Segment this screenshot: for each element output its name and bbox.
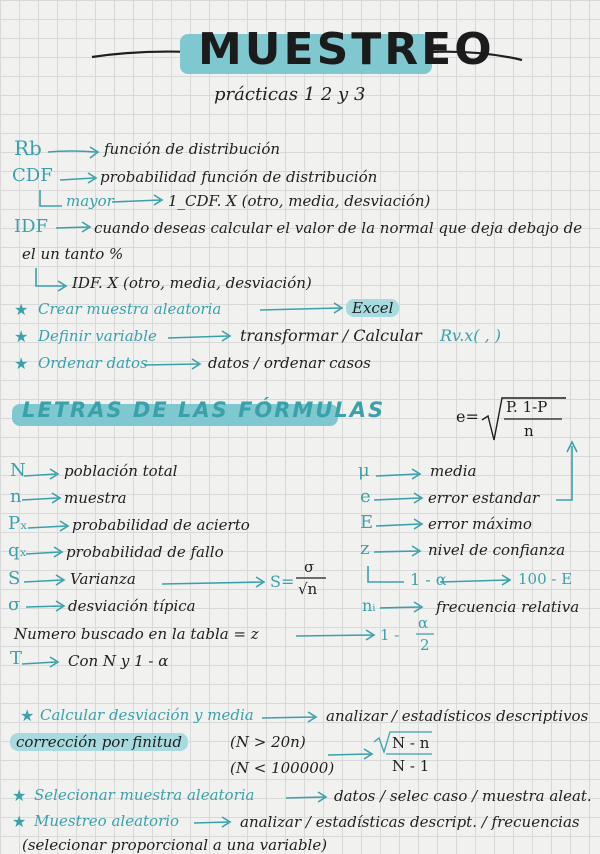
page-subtitle: prácticas 1 2 y 3 bbox=[214, 84, 366, 105]
z-chain-a: 1 - α bbox=[410, 570, 447, 589]
mayor-corner bbox=[40, 190, 62, 206]
muestreo-arrow bbox=[194, 817, 230, 827]
cdf-text: probabilidad función de distribución bbox=[100, 168, 378, 186]
letter-arrow-4 bbox=[26, 547, 62, 557]
letter-sym: n bbox=[10, 486, 22, 507]
calc-action: Calcular desviación y media bbox=[40, 706, 254, 724]
rletter-text: frecuencia relativa bbox=[436, 598, 580, 616]
rletter-arrow-4 bbox=[374, 546, 420, 556]
star-icon: ★ bbox=[14, 300, 29, 319]
z-chain-b: 100 - E bbox=[518, 570, 573, 588]
rb-text: función de distribución bbox=[104, 140, 281, 158]
step3-result: datos / ordenar casos bbox=[208, 354, 371, 372]
rletter-arrow-1 bbox=[376, 469, 420, 479]
calc-result: analizar / estadísticos descriptivos bbox=[326, 707, 589, 725]
calc-arrow bbox=[262, 712, 316, 722]
letter-text: población total bbox=[64, 462, 178, 480]
s-formula-den: √n bbox=[298, 580, 318, 598]
letter-arrow-6 bbox=[26, 601, 64, 611]
rletter-sym: nᵢ bbox=[362, 596, 376, 615]
select-result: datos / selec caso / muestra aleat. bbox=[334, 787, 592, 805]
idf-text-1: cuando deseas calcular el valor de la normal que deja debajo de bbox=[94, 219, 583, 237]
error-formula-den: n bbox=[524, 422, 534, 440]
letter-text: desviación típica bbox=[68, 597, 196, 615]
z-chain-arrow bbox=[440, 575, 510, 585]
mayor-arrow bbox=[112, 195, 162, 205]
step3-arrow bbox=[144, 359, 200, 369]
cdf-label: CDF bbox=[12, 165, 53, 186]
star-icon: ★ bbox=[12, 812, 27, 831]
idf-sub: IDF. X (otro, media, desviación) bbox=[72, 274, 312, 292]
rletter-text: error máximo bbox=[428, 515, 532, 533]
rletter-sym: μ bbox=[358, 460, 370, 481]
rletter-arrow-2 bbox=[374, 493, 422, 503]
idf-arrow bbox=[56, 222, 90, 232]
formulas-section-title: LETRAS DE LAS FÓRMULAS bbox=[22, 398, 386, 422]
select-arrow bbox=[286, 792, 326, 802]
cdf-arrow bbox=[60, 173, 96, 183]
letter-sym: N bbox=[10, 460, 26, 481]
step2-arrow bbox=[168, 331, 230, 341]
step1-arrow bbox=[260, 303, 342, 313]
letter-sym: σ bbox=[8, 594, 21, 615]
numero-formula-lhs: 1 - bbox=[380, 626, 400, 644]
step1-result: Excel bbox=[346, 299, 399, 317]
star-icon: ★ bbox=[14, 354, 29, 373]
letter-arrow-3 bbox=[28, 521, 68, 531]
letter-sym: Pₓ bbox=[8, 513, 28, 534]
varianza-arrow bbox=[162, 577, 264, 587]
muestreo-result: analizar / estadísticas descript. / frecuencias bbox=[240, 813, 580, 831]
numero-arrow bbox=[296, 630, 374, 640]
muestreo-action: Muestreo aleatorio bbox=[34, 812, 180, 830]
correccion-den: N - 1 bbox=[392, 757, 430, 775]
letter-sym: S bbox=[8, 568, 21, 589]
numero-formula-den: 2 bbox=[420, 636, 430, 654]
step1-action: Crear muestra aleatoria bbox=[38, 300, 222, 318]
step2-action: Definir variable bbox=[38, 327, 157, 345]
letter-arrow-2 bbox=[22, 493, 60, 503]
error-formula-lhs: e= bbox=[456, 407, 479, 426]
step3-action: Ordenar datos bbox=[38, 354, 148, 372]
mayor-label: mayor bbox=[66, 192, 114, 210]
star-icon: ★ bbox=[14, 327, 29, 346]
correccion-cond-1: (N > 20n) bbox=[230, 733, 306, 751]
z-corner bbox=[368, 566, 404, 582]
s-formula-lhs: S= bbox=[270, 572, 295, 591]
letter-text: muestra bbox=[64, 489, 127, 507]
correccion-label: corrección por finitud bbox=[10, 733, 188, 751]
numero-line: Numero buscado en la tabla = z bbox=[14, 625, 259, 643]
s-formula-num: σ bbox=[304, 558, 315, 576]
page-title: MUESTREO bbox=[198, 24, 495, 75]
error-formula-arrow bbox=[556, 442, 577, 500]
rb-arrow bbox=[48, 147, 98, 158]
letter-arrow-5 bbox=[24, 575, 64, 585]
t-arrow bbox=[22, 657, 58, 667]
correccion-num: N - n bbox=[392, 734, 430, 752]
rletter-text: nivel de confianza bbox=[428, 541, 566, 559]
letter-sym: qₓ bbox=[8, 540, 28, 561]
t-text: Con N y 1 - α bbox=[68, 652, 169, 670]
error-formula-num: P. 1-P bbox=[506, 398, 548, 416]
rletter-text: error estandar bbox=[428, 489, 540, 507]
rletter-arrow-3 bbox=[376, 519, 422, 529]
letter-text: probabilidad de fallo bbox=[66, 543, 224, 561]
rletter-sym: e bbox=[360, 486, 371, 507]
letter-text: Varianza bbox=[70, 570, 136, 588]
muestreo-note: (selecionar proporcional a una variable) bbox=[22, 836, 328, 854]
rletter-text: media bbox=[430, 462, 477, 480]
star-icon: ★ bbox=[12, 786, 27, 805]
rletter-sym: E bbox=[360, 512, 374, 533]
letter-arrow-1 bbox=[24, 469, 58, 479]
correccion-cond-2: (N < 100000) bbox=[230, 759, 335, 777]
step2-result: transformar / Calcular bbox=[240, 326, 422, 345]
numero-formula-num: α bbox=[418, 614, 429, 632]
rletter-sym: z bbox=[360, 538, 370, 559]
idf-label: IDF bbox=[14, 216, 49, 237]
rb-label: Rb bbox=[14, 136, 42, 160]
t-sym: T bbox=[10, 648, 23, 669]
idf-text-2: el un tanto % bbox=[22, 245, 124, 263]
star-icon: ★ bbox=[20, 706, 35, 725]
step2-extra: Rv.x( , ) bbox=[440, 326, 502, 345]
letter-text: probabilidad de acierto bbox=[72, 516, 250, 534]
idf-sub-arrow bbox=[36, 268, 66, 291]
mayor-text: 1_CDF. X (otro, media, desviación) bbox=[168, 192, 431, 210]
select-action: Selecionar muestra aleatoria bbox=[34, 786, 255, 804]
correccion-arrow bbox=[328, 749, 372, 759]
rletter-arrow-5 bbox=[380, 602, 422, 612]
title-swoosh-left bbox=[92, 52, 190, 57]
